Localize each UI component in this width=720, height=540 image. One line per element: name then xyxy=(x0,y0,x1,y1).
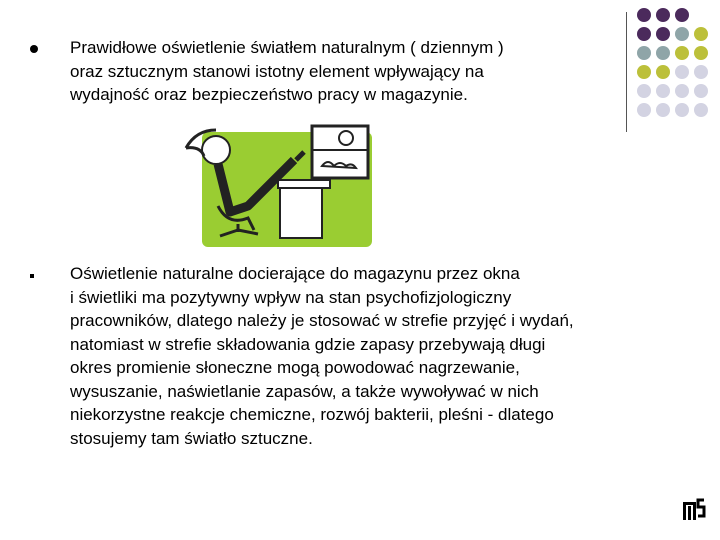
text-line: oraz sztucznym stanowi istotny element wpływający na xyxy=(70,61,484,81)
text-line: pracowników, dlatego należy je stosować w strefie przyjęć i wydań, xyxy=(70,311,574,330)
text-line: Prawidłowe oświetlenie światłem naturalnym ( dziennym ) xyxy=(70,38,504,57)
decor-dot xyxy=(694,84,708,98)
decor-dot xyxy=(675,46,689,60)
decor-dot xyxy=(656,46,670,60)
decor-dot xyxy=(694,46,708,60)
decor-dot xyxy=(694,27,708,41)
decor-dot xyxy=(656,27,670,41)
decor-dot xyxy=(637,27,651,41)
decor-dot xyxy=(675,27,689,41)
decor-dot xyxy=(694,65,708,79)
text-line: natomiast w strefie składowania gdzie zapasy przebywają długi xyxy=(70,334,546,354)
decor-dot xyxy=(637,8,651,22)
bullet-square-icon xyxy=(30,274,34,278)
decorative-dot-grid xyxy=(637,8,717,128)
bullet-text-2 xyxy=(70,262,574,450)
decor-dot xyxy=(637,103,651,117)
decor-dot xyxy=(656,65,670,79)
relaxed-worker-clipart-icon xyxy=(168,120,378,250)
decor-dot xyxy=(656,103,670,117)
text-line: stosujemy tam światło sztuczne. xyxy=(70,428,313,448)
decor-dot xyxy=(694,103,708,117)
text-line: wydajność oraz bezpieczeństwo pracy w magazynie. xyxy=(70,85,468,104)
text-line: Oświetlenie naturalne docierające do magazynu przez okna xyxy=(70,264,520,283)
decor-dot xyxy=(637,46,651,60)
decor-dot xyxy=(675,84,689,98)
bullet-text-1 xyxy=(70,36,504,107)
bullet-dot-icon xyxy=(30,45,38,53)
decor-dot xyxy=(656,8,670,22)
decor-dot xyxy=(637,65,651,79)
decor-dot xyxy=(675,65,689,79)
decor-dot xyxy=(656,84,670,98)
text-line: okres promienie słoneczne mogą powodować nagrzewanie, xyxy=(70,358,520,377)
text-line: wysuszanie, naświetlanie zapasów, a także wywoływać w nich xyxy=(70,381,539,401)
text-line: niekorzystne reakcje chemiczne, rozwój bakterii, pleśni - dlatego xyxy=(70,405,554,424)
text-line: i świetliki ma pozytywny wpływ na stan psychofizjologiczny xyxy=(70,287,512,307)
decor-dot xyxy=(675,8,689,22)
decor-dot xyxy=(637,84,651,98)
ms-logo-icon xyxy=(682,496,706,522)
divider-line xyxy=(626,12,627,132)
decor-dot xyxy=(675,103,689,117)
